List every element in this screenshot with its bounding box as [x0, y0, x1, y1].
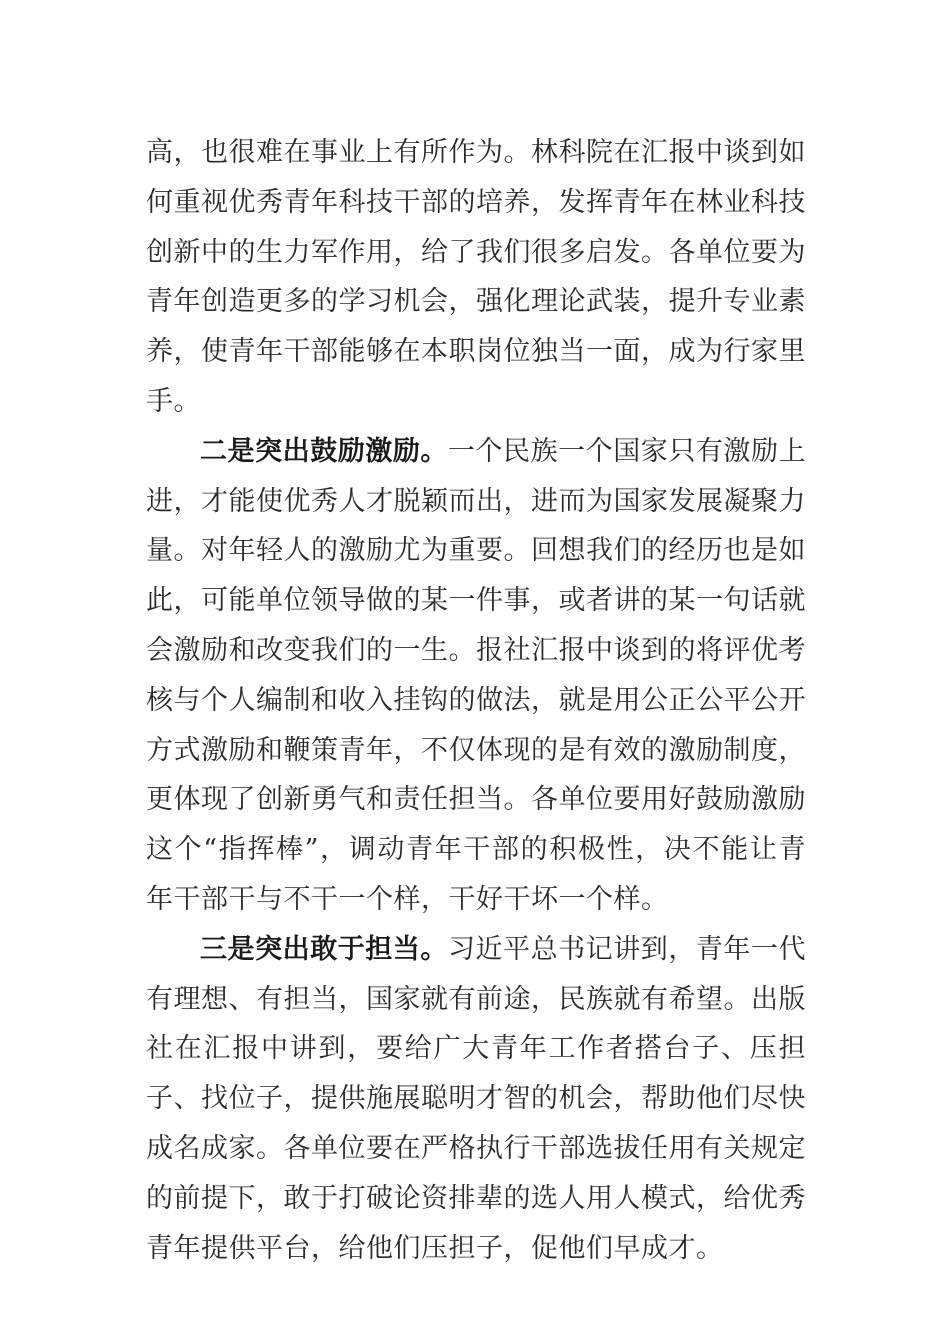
paragraph-text: 高，也很难在事业上有所作为。林科院在汇报中谈到如何重视优秀青年科技干部的培养，发挥青年在林业科技创新中的生力军作用，给了我们很多启发。各单位要为青年创造更多的学习机会，强化理论武装，提升专业素养，使青年干部能够在本职岗位独当一面，成为行家里手。: [146, 137, 806, 417]
document-body: [146, 128, 806, 1273]
paragraph-heading: 二是突出鼓励激励。: [200, 435, 448, 467]
paragraph-encouragement: [146, 427, 806, 925]
paragraph-continuation: [146, 128, 806, 427]
paragraph-text: 一个民族一个国家只有激励上进，才能使优秀人才脱颖而出，进而为国家发展凝聚力量。对年轻人的激励尤为重要。回想我们的经历也是如此，可能单位领导做的某一件事，或者讲的某一句话就会激励和改变我们的一生。报社汇报中谈到的将评优考核与个人编制和收入挂钩的做法，就是用公正公平公开方式激励和鞭策青年，不仅体现的是有效的激励制度，更体现了创新勇气和责任担当。各单位要用好鼓励激励这个“指挥棒”，调动青年干部的积极性，决不能让青年干部干与不干一个样，干好干坏一个样。: [146, 435, 807, 915]
paragraph-heading: 三是突出敢于担当。: [200, 933, 448, 965]
paragraph-text: 习近平总书记讲到，青年一代有理想、有担当，国家就有前途，民族就有希望。出版社在汇报中讲到，要给广大青年工作者搭台子、压担子、找位子，提供施展聪明才智的机会，帮助他们尽快成名成家。各单位要在严格执行干部选拔任用有关规定的前提下，敢于打破论资排辈的选人用人模式，给优秀青年提供平台，给他们压担子，促他们早成才。: [146, 933, 807, 1264]
paragraph-responsibility: [146, 925, 806, 1274]
